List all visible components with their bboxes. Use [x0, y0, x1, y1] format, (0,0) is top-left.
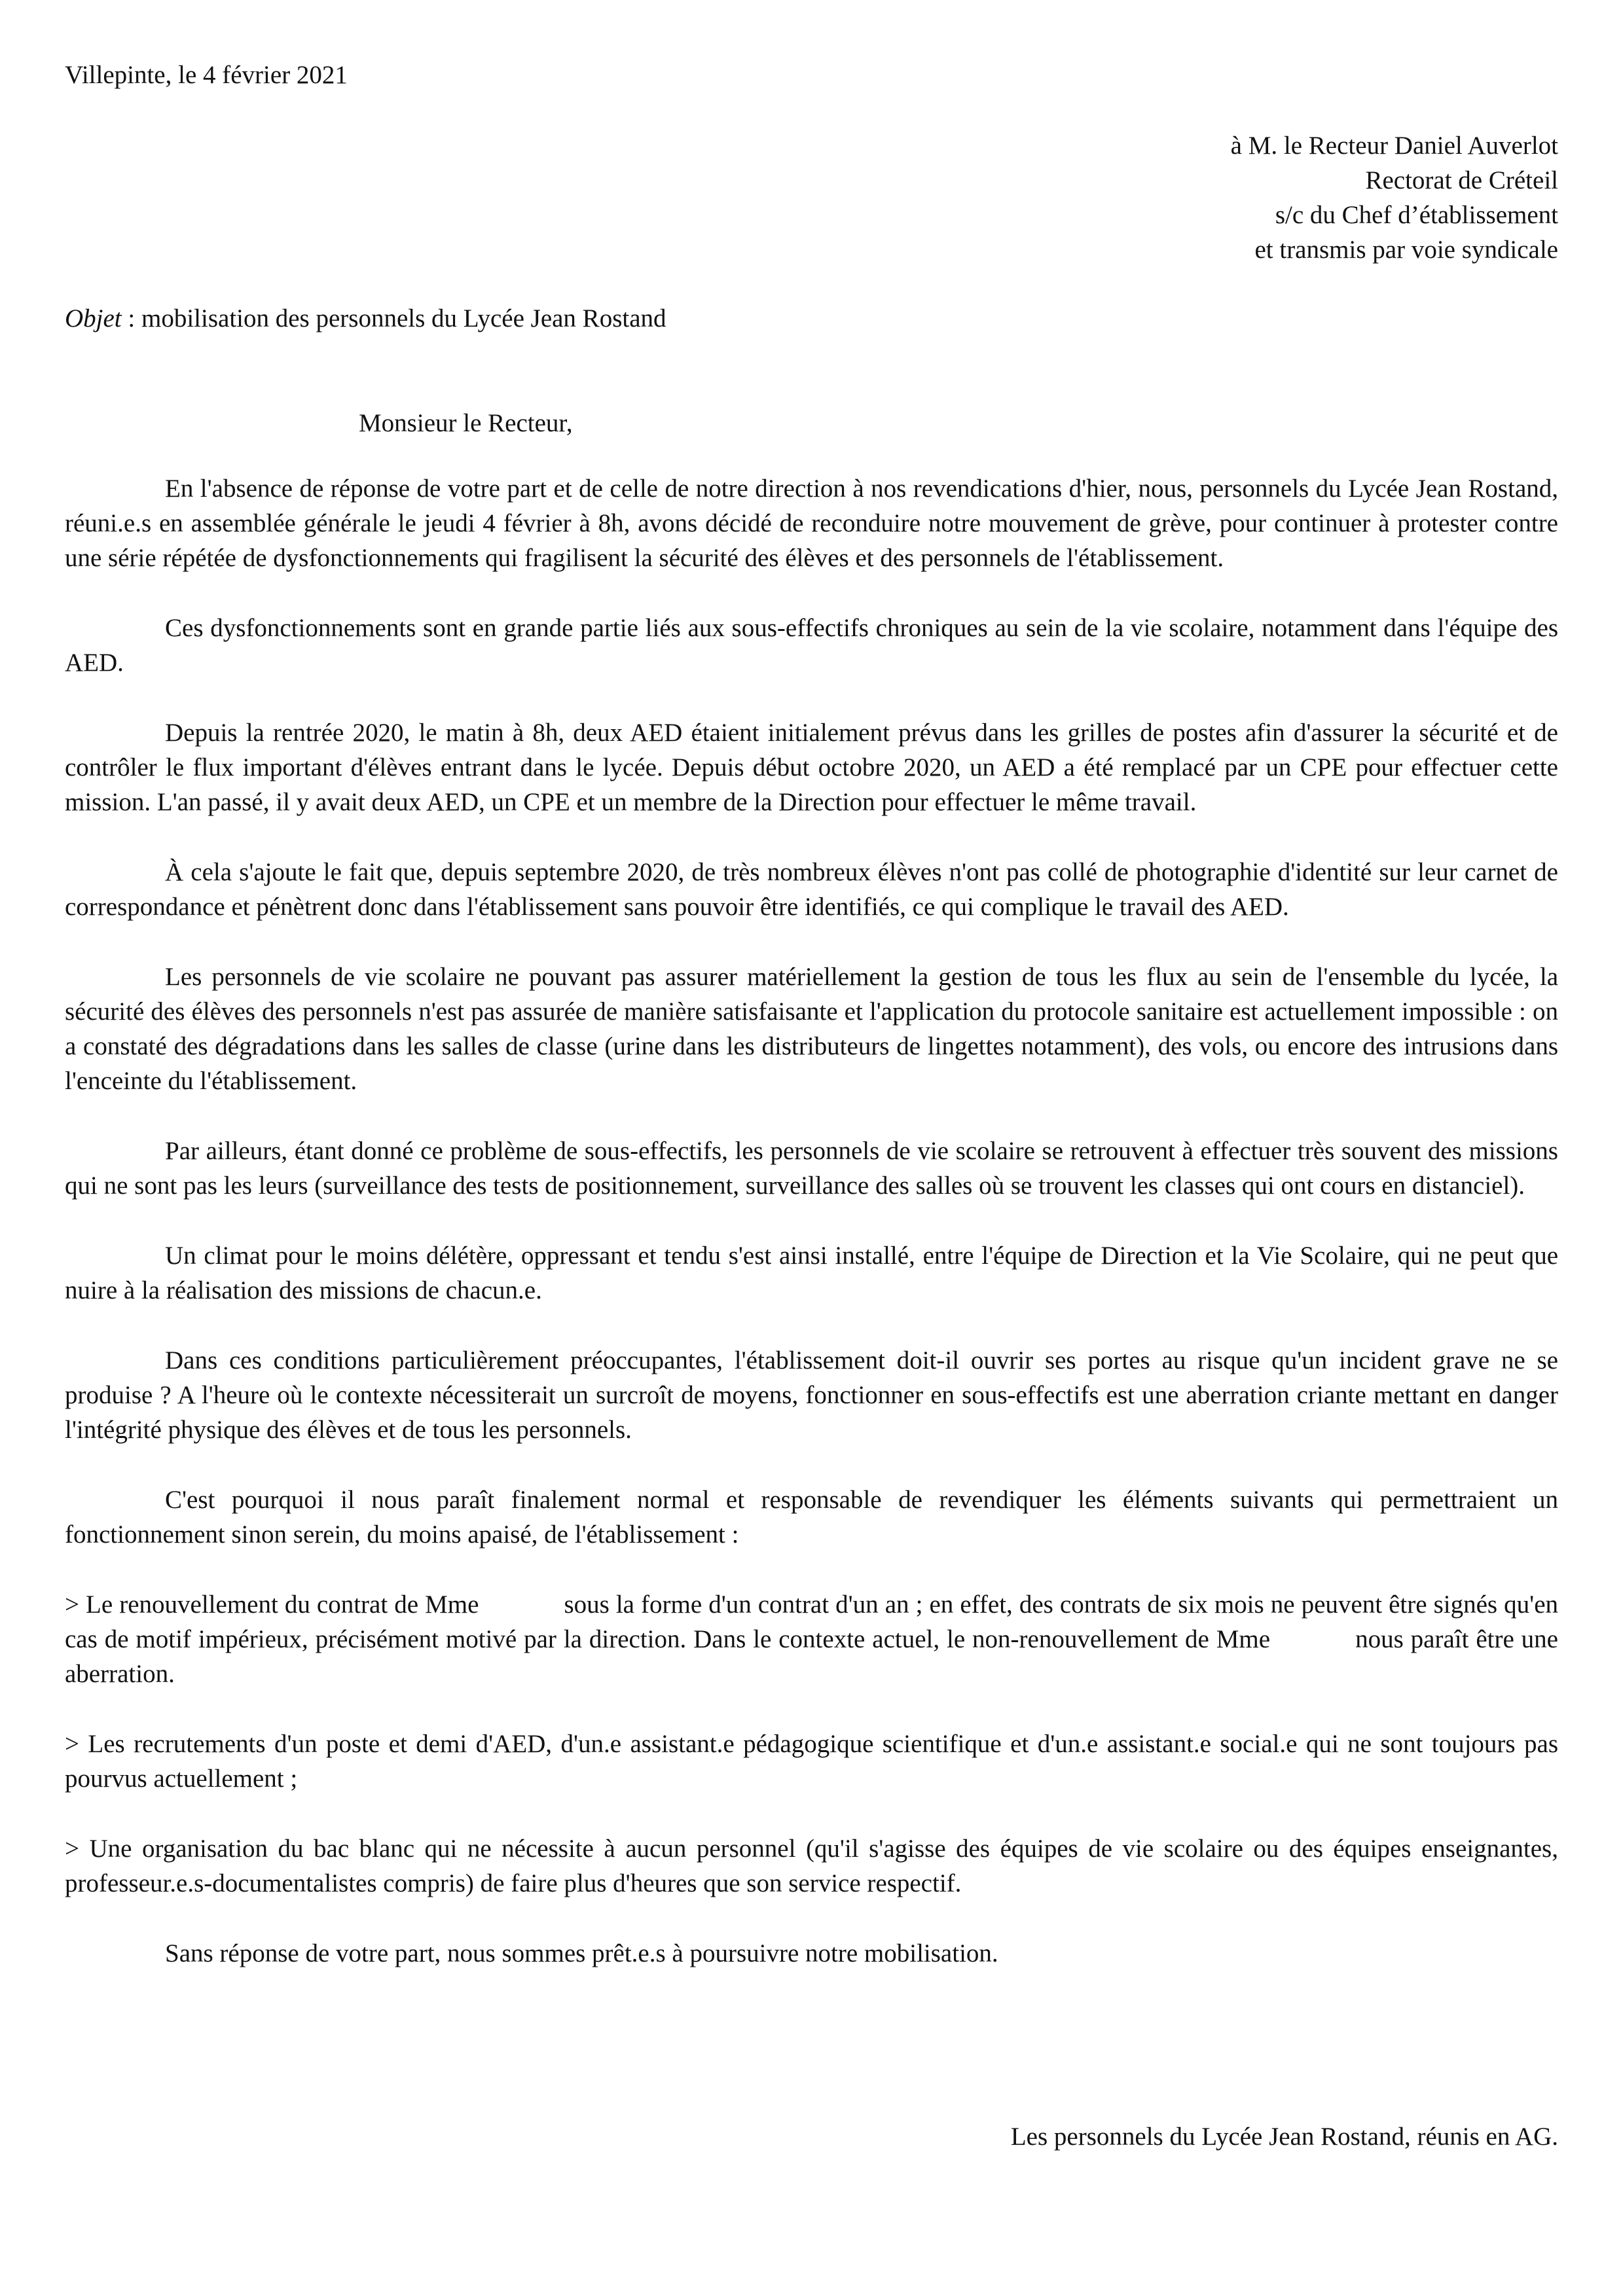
salutation: Monsieur le Recteur,	[359, 409, 573, 437]
body-paragraph: C'est pourquoi il nous paraît finalement normal et responsable de revendiquer les éléments suivants qui permettraient un fonctionnement sinon serein, du moins apaisé, de l'établissement :	[65, 1486, 1558, 1549]
demand-text: nous paraît être une aberration.	[65, 1625, 1558, 1688]
object-separator: :	[121, 304, 141, 332]
signature: Les personnels du Lycée Jean Rostand, réunis en AG.	[1010, 2123, 1558, 2151]
recipient-line: Rectorat de Créteil	[1365, 166, 1558, 194]
recipient-block	[1231, 128, 1558, 267]
body-paragraph: Depuis la rentrée 2020, le matin à 8h, deux AED étaient initialement prévus dans les grilles de postes afin d'assurer la sécurité et de contrôler le flux important d'élèves entrant dans le lycée. Depuis début octobre 2020, un AED a été remplacé par un CPE pour effectuer cette mission. L'an passé, il y avait deux AED, un CPE et un membre de la Direction pour effectuer le même travail.	[65, 719, 1558, 816]
body-paragraph: Les personnels de vie scolaire ne pouvant pas assurer matériellement la gestion de tous les flux au sein de l'ensemble du lycée, la sécurité des élèves des personnels n'est pas assurée de manière satisfaisante et l'application du protocole sanitaire est actuellement impossible : on a constaté des dégradations dans les salles de classe (urine dans les distributeurs de lingettes notamment), des vols, ou encore des intrusions dans l'enceinte du l'établissement.	[65, 963, 1558, 1095]
body-paragraph: Par ailleurs, étant donné ce problème de sous-effectifs, les personnels de vie scolaire se retrouvent à effectuer très souvent des missions qui ne sont pas les leurs (surveillance des tests de positionnement, surveillance des salles où se trouvent les classes qui ont cours en distanciel).	[65, 1137, 1558, 1200]
place-date: Villepinte, le 4 février 2021	[65, 61, 348, 89]
body-paragraph: Ces dysfonctionnements sont en grande partie liés aux sous-effectifs chroniques au sein de la vie scolaire, notamment dans l'équipe des AED.	[65, 614, 1558, 677]
body-paragraph: À cela s'ajoute le fait que, depuis septembre 2020, de très nombreux élèves n'ont pas collé de photographie d'identité sur leur carnet de correspondance et pénètrent donc dans l'établissement sans pouvoir être identifiés, ce qui complique le travail des AED.	[65, 858, 1558, 921]
body-paragraph: En l'absence de réponse de votre part et de celle de notre direction à nos revendications d'hier, nous, personnels du Lycée Jean Rostand, réuni.e.s en assemblée générale le jeudi 4 février à 8h, avons décidé de reconduire notre mouvement de grève, pour continuer à protester contre une série répétée de dysfonctionnements qui fragilisent la sécurité des élèves et des personnels de l'établissement.	[65, 475, 1558, 572]
object-line	[65, 301, 666, 336]
body-paragraph: Dans ces conditions particulièrement préoccupantes, l'établissement doit-il ouvrir ses portes au risque qu'un incident grave ne se produise ? A l'heure où le contexte nécessiterait un surcroît de moyens, fonctionner en sous-effectifs est une aberration criante mettant en danger l'intégrité physique des élèves et de tous les personnels.	[65, 1346, 1558, 1444]
recipient-line: et transmis par voie syndicale	[1254, 236, 1558, 264]
demand-text: sous la forme d'un contrat d'un an ; en effet, des contrats de six mois ne peuvent être signés qu'en cas de motif impérieux, précisément motivé par la direction. Dans le contexte actuel, le non-renouvellement de Mme	[65, 1590, 1559, 1653]
demand-text: > Le renouvellement du contrat de Mme	[65, 1590, 479, 1619]
recipient-line: à M. le Recteur Daniel Auverlot	[1230, 132, 1558, 160]
body-paragraph: Un climat pour le moins délétère, oppressant et tendu s'est ainsi installé, entre l'équipe de Direction et la Vie Scolaire, qui ne peut que nuire à la réalisation des missions de chacun.e.	[65, 1242, 1558, 1304]
closing-paragraph: Sans réponse de votre part, nous sommes prêt.e.s à poursuivre notre mobilisation.	[165, 1939, 998, 1967]
object-label: Objet	[65, 304, 122, 332]
demand-item: > Les recrutements d'un poste et demi d'AED, d'un.e assistant.e pédagogique scientifique et d'un.e assistant.e social.e qui ne sont toujours pas pourvus actuellement ;	[65, 1730, 1558, 1793]
object-text: mobilisation des personnels du Lycée Jean Rostand	[141, 304, 666, 332]
demand-item: > Une organisation du bac blanc qui ne nécessite à aucun personnel (qu'il s'agisse des équipes de vie scolaire ou des équipes enseignantes, professeur.e.s-documentalistes compris) de faire plus d'heures que son service respectif.	[65, 1835, 1558, 1897]
recipient-line: s/c du Chef d’établissement	[1275, 201, 1558, 229]
letter-body	[65, 471, 1558, 2006]
demand-item	[65, 1587, 1558, 1691]
